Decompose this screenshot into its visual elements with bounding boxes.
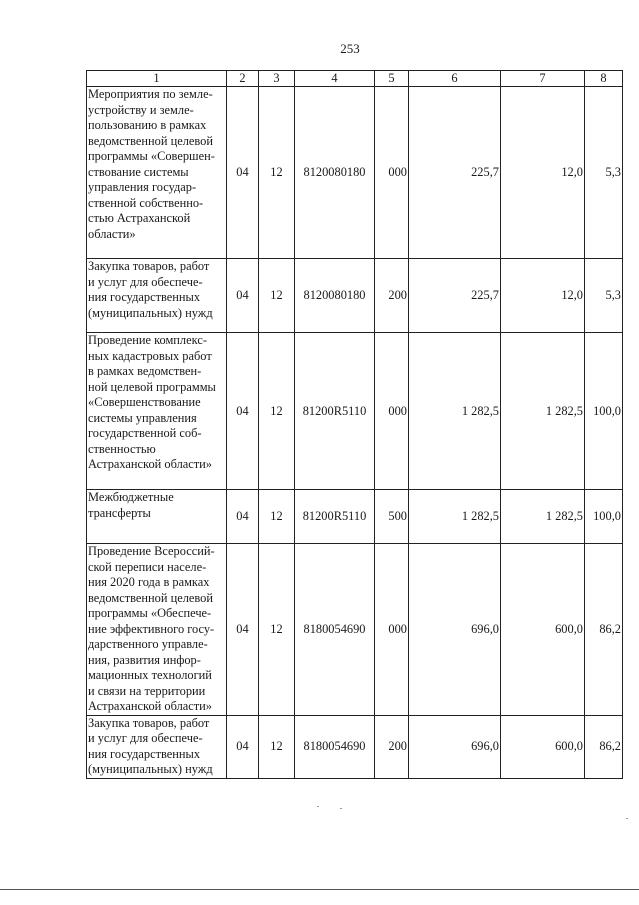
column-header: 3	[259, 71, 295, 87]
row-name-line: государственной соб-	[88, 426, 202, 440]
row-name-line: ственностью	[88, 441, 156, 456]
table-row	[87, 259, 623, 333]
subsection-code-cell: 12	[259, 490, 295, 544]
row-name-line: области»	[88, 226, 136, 241]
section-code-cell: 04	[227, 333, 259, 490]
target-item-code-cell: 8180054690	[295, 715, 375, 778]
budget-table	[86, 70, 623, 779]
execution-percent-cell: 86,2	[585, 715, 623, 778]
section-code-cell: 04	[227, 715, 259, 778]
planned-amount-cell: 696,0	[409, 544, 501, 716]
row-name-line: ведомственной целевой	[88, 133, 214, 148]
row-name-line: ной целевой программы	[88, 379, 216, 394]
execution-percent-cell: 100,0	[585, 333, 623, 490]
row-name-cell	[87, 544, 227, 716]
row-name-line: Астраханской области»	[88, 457, 212, 471]
row-name-line: и связи на территории	[88, 683, 206, 698]
executed-amount-cell: 12,0	[501, 259, 585, 333]
row-name-cell	[87, 259, 227, 333]
expense-type-code-cell: 500	[375, 490, 409, 544]
planned-amount-cell: 225,7	[409, 87, 501, 259]
row-name-line: устройству и земле-	[88, 102, 194, 117]
table-row	[87, 715, 623, 778]
planned-amount-cell: 696,0	[409, 715, 501, 778]
row-name-line: ных кадастровых работ	[88, 348, 212, 363]
row-name-cell	[87, 333, 227, 490]
expense-type-code-cell: 000	[375, 333, 409, 490]
row-name-line: программы «Совершен-	[88, 149, 215, 163]
row-name-line: ведомственной целевой	[88, 590, 214, 605]
column-header: 1	[87, 71, 227, 87]
section-code-cell: 04	[227, 259, 259, 333]
row-name-cell	[87, 490, 227, 544]
table-row	[87, 87, 623, 259]
row-name-line: трансферты	[88, 505, 151, 520]
column-header: 2	[227, 71, 259, 87]
column-header: 8	[585, 71, 623, 87]
execution-percent-cell: 5,3	[585, 259, 623, 333]
column-header: 4	[295, 71, 375, 87]
row-name-line: дарственного управле-	[88, 637, 208, 651]
executed-amount-cell: 12,0	[501, 87, 585, 259]
row-name-line: мационных технологий	[88, 668, 212, 682]
executed-amount-cell: 600,0	[501, 715, 585, 778]
executed-amount-cell: 1 282,5	[501, 490, 585, 544]
table-row	[87, 544, 623, 716]
page-number: 253	[340, 41, 360, 56]
row-name-line: (муниципальных) нужд	[88, 762, 213, 776]
target-item-code-cell: 8180054690	[295, 544, 375, 716]
expense-type-code-cell: 200	[375, 715, 409, 778]
column-header: 5	[375, 71, 409, 87]
table-row	[87, 490, 623, 544]
row-name-line: управления государ-	[88, 180, 197, 194]
expense-type-code-cell: 200	[375, 259, 409, 333]
row-name-line: пользованию в рамках	[88, 118, 207, 132]
section-code-cell: 04	[227, 544, 259, 716]
row-name-line: ния, развития инфор-	[88, 652, 201, 667]
table-body	[87, 87, 623, 779]
page-bottom-rule	[0, 889, 639, 890]
execution-percent-cell: 5,3	[585, 87, 623, 259]
row-name-line: ния государственных	[88, 746, 201, 761]
row-name-line: (муниципальных) нужд	[88, 305, 213, 320]
section-code-cell: 04	[227, 490, 259, 544]
row-name-line: Проведение комплекс-	[88, 333, 207, 347]
row-name-line: ствование системы	[88, 164, 189, 179]
scan-speck	[626, 818, 628, 819]
subsection-code-cell: 12	[259, 333, 295, 490]
execution-percent-cell: 86,2	[585, 544, 623, 716]
row-name-line: и услуг для обеспече-	[88, 731, 203, 745]
target-item-code-cell: 8120080180	[295, 87, 375, 259]
target-item-code-cell: 81200R5110	[295, 333, 375, 490]
row-name-line: ственной собственно-	[88, 195, 204, 210]
row-name-cell	[87, 715, 227, 778]
executed-amount-cell: 1 282,5	[501, 333, 585, 490]
row-name-line: Проведение Всероссий-	[88, 544, 215, 558]
planned-amount-cell: 1 282,5	[409, 333, 501, 490]
column-header: 7	[501, 71, 585, 87]
row-name-line: ния 2020 года в рамках	[88, 575, 210, 589]
subsection-code-cell: 12	[259, 87, 295, 259]
scan-speck	[340, 808, 342, 809]
row-name-line: системы управления	[88, 410, 197, 425]
row-name-line: ской переписи населе-	[88, 559, 207, 574]
subsection-code-cell: 12	[259, 259, 295, 333]
row-name-line: ния государственных	[88, 290, 201, 304]
section-code-cell: 04	[227, 87, 259, 259]
header-row	[87, 71, 623, 87]
expense-type-code-cell: 000	[375, 87, 409, 259]
row-name-cell	[87, 87, 227, 259]
row-name-line: «Совершенствование	[88, 395, 201, 409]
row-name-line: Астраханской области»	[88, 699, 212, 713]
planned-amount-cell: 1 282,5	[409, 490, 501, 544]
column-header: 6	[409, 71, 501, 87]
row-name-line: стью Астраханской	[88, 211, 191, 225]
subsection-code-cell: 12	[259, 715, 295, 778]
target-item-code-cell: 8120080180	[295, 259, 375, 333]
execution-percent-cell: 100,0	[585, 490, 623, 544]
scan-speck	[317, 806, 319, 807]
table-row	[87, 333, 623, 490]
row-name-line: программы «Обеспече-	[88, 606, 212, 620]
row-name-line: и услуг для обеспече-	[88, 274, 203, 289]
row-name-line: Закупка товаров, работ	[88, 715, 210, 730]
row-name-line: ние эффективного госу-	[88, 621, 215, 636]
target-item-code-cell: 81200R5110	[295, 490, 375, 544]
subsection-code-cell: 12	[259, 544, 295, 716]
row-name-line: Закупка товаров, работ	[88, 259, 210, 273]
row-name-line: Мероприятия по земле-	[88, 87, 213, 101]
row-name-line: в рамках ведомствен-	[88, 364, 202, 378]
planned-amount-cell: 225,7	[409, 259, 501, 333]
expense-type-code-cell: 000	[375, 544, 409, 716]
row-name-line: Межбюджетные	[88, 490, 174, 504]
executed-amount-cell: 600,0	[501, 544, 585, 716]
